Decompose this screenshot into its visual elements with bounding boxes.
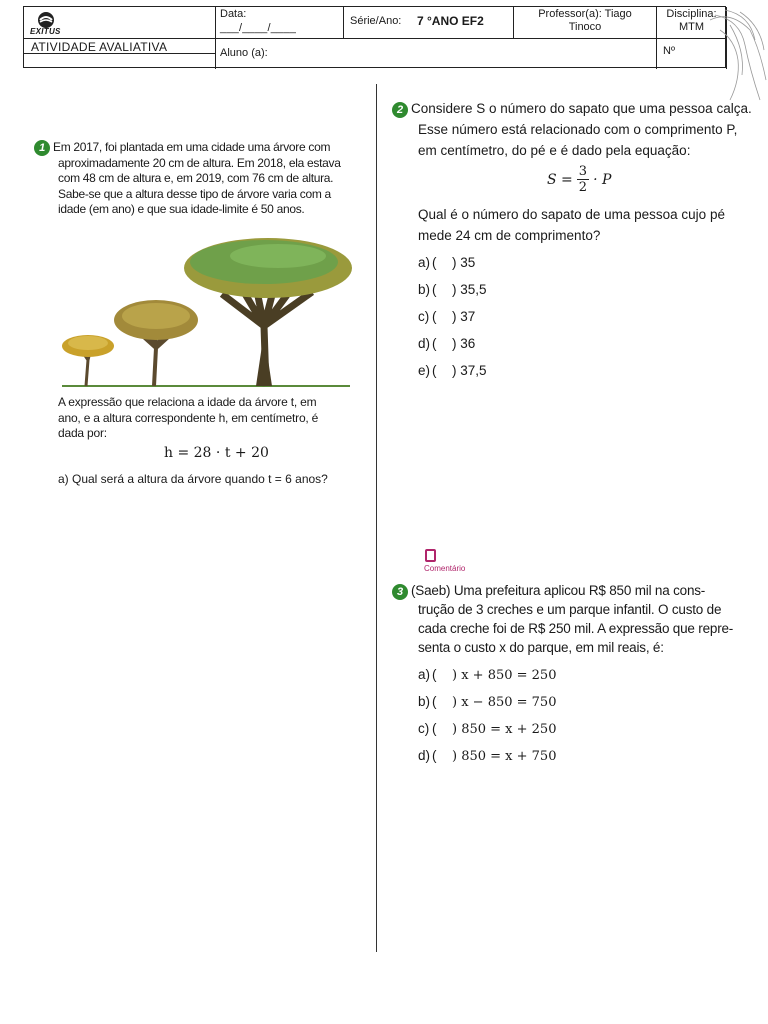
subject-value: MTM — [678, 21, 705, 33]
q2-line-2: Esse número está relacionado com o comprimento P, — [418, 122, 738, 137]
big-tree-icon — [184, 238, 352, 386]
q3-option-letter: b) — [418, 694, 431, 709]
q3-option-text: ) x − 850 = 750 — [452, 695, 557, 710]
q3-number-badge: 3 — [392, 584, 408, 600]
grade-cell — [344, 7, 514, 39]
q2-option-text: ) 36 — [452, 336, 476, 351]
q2-option-text: ) 37,5 — [452, 363, 487, 378]
q2-option-b[interactable] — [418, 281, 487, 299]
q3-option-letter: a) — [418, 667, 431, 682]
teacher-cell — [514, 7, 657, 39]
grade-value: 7 °ANO EF2 — [417, 14, 484, 28]
small-tree-icon — [62, 335, 114, 386]
q2-option-c[interactable] — [418, 308, 475, 326]
q3-option-text: ) 850 = x + 750 — [452, 749, 557, 764]
q3-line-4: senta o custo x do parque, em mil reais, é: — [418, 640, 664, 655]
q3-option-a[interactable] — [418, 664, 556, 686]
date-label: Data: — [220, 8, 247, 20]
decorative-corner-icon — [700, 0, 768, 110]
q2-option-text: ) 37 — [452, 309, 476, 324]
logo-cell — [24, 7, 216, 39]
comment-icon[interactable] — [425, 549, 436, 562]
q3-option-c[interactable] — [418, 718, 556, 740]
activity-title: ATIVIDADE AVALIATIVA — [31, 40, 168, 54]
q2-formula — [547, 164, 611, 195]
q1-line-1: Em 2017, foi plantada em uma cidade uma árvore com — [53, 140, 331, 154]
activity-divider — [24, 53, 215, 54]
logo-text: EXITUS — [30, 27, 61, 36]
q2-option-letter: e) — [418, 363, 431, 378]
q1-number-badge: 1 — [34, 140, 50, 156]
q1-formula: h = 28 · t + 20 — [164, 445, 269, 461]
student-label: Aluno (a): — [220, 47, 268, 59]
q1-expression-text — [58, 395, 364, 442]
q2-option-text: ) 35,5 — [452, 282, 487, 297]
grade-label: Série/Ano: — [350, 15, 402, 27]
q2-line-1: Considere S o número do sapato que uma pessoa calça. — [411, 101, 752, 116]
q3-option-letter: c) — [418, 721, 430, 736]
q2-frac-numerator: 3 — [578, 164, 588, 179]
q2-option-a[interactable] — [418, 254, 475, 272]
q2-question-line-1: Qual é o número do sapato de uma pessoa cujo pé — [418, 207, 725, 222]
q1-item-a: a) Qual será a altura da árvore quando t = 6 anos? — [58, 472, 328, 486]
q1-after-line-3: dada por: — [58, 426, 107, 440]
q2-formula-left: S = — [547, 171, 573, 188]
trees-illustration — [58, 236, 354, 390]
header-row-top — [24, 7, 725, 39]
q2-option-letter: d) — [418, 336, 431, 351]
q3-option-text: ) 850 = x + 250 — [452, 722, 557, 737]
student-cell[interactable] — [216, 39, 657, 69]
q1-line-5: idade (em ano) e que sua idade-limite é 50 anos. — [58, 202, 305, 216]
q2-formula-right: · P — [593, 171, 612, 188]
header-row-bottom — [24, 39, 725, 69]
number-label: Nº — [663, 45, 675, 57]
q3-option-paren: ( — [432, 667, 437, 682]
q3-option-paren: ( — [432, 748, 437, 763]
q2-line-3: em centímetro, do pé e é dado pela equação: — [418, 143, 691, 158]
q3-option-b[interactable] — [418, 691, 556, 713]
q3-option-d[interactable] — [418, 745, 556, 767]
q1-line-2: aproximadamente 20 cm de altura. Em 2018, ela estava — [58, 155, 341, 170]
q2-number-badge: 2 — [392, 102, 408, 118]
teacher-name: Tinoco — [568, 21, 602, 33]
q2-option-letter: b) — [418, 282, 431, 297]
q2-option-d[interactable] — [418, 335, 475, 353]
q2-option-paren: ( — [432, 282, 437, 297]
q2-option-paren: ( — [432, 363, 437, 378]
q2-question-line-2: mede 24 cm de comprimento? — [418, 228, 601, 243]
q1-after-line-2: ano, e a altura correspondente h, em centímetro, é — [58, 410, 319, 425]
column-divider — [376, 84, 377, 952]
q1-line-4: Sabe-se que a altura desse tipo de árvore varia com a — [58, 186, 331, 201]
q2-option-text: ) 35 — [452, 255, 476, 270]
q3-option-letter: d) — [418, 748, 431, 763]
date-blanks: ___/____/____ — [220, 22, 297, 34]
q2-fraction — [577, 164, 589, 195]
teacher-label: Professor(a): Tiago — [538, 8, 632, 20]
q2-frac-denominator: 2 — [578, 180, 588, 195]
q2-option-paren: ( — [432, 309, 437, 324]
q3-line-2: trução de 3 creches e um parque infantil. O custo de — [418, 602, 722, 617]
q2-option-letter: c) — [418, 309, 430, 324]
q3-option-paren: ( — [432, 694, 437, 709]
q1-line-3: com 48 cm de altura e, em 2019, com 76 cm de altura. — [58, 171, 334, 185]
subject-label: Disciplina: — [666, 8, 717, 20]
header-table — [23, 6, 726, 68]
q3-option-paren: ( — [432, 721, 437, 736]
medium-tree-icon — [114, 300, 198, 386]
q2-option-e[interactable] — [418, 362, 487, 380]
q2-option-paren: ( — [432, 336, 437, 351]
q3-option-text: ) x + 850 = 250 — [452, 668, 557, 683]
q3-line-1: (Saeb) Uma prefeitura aplicou R$ 850 mil na cons- — [411, 583, 706, 598]
q3-line-3: cada creche foi de R$ 250 mil. A expressão que repre- — [418, 621, 734, 636]
comment-label[interactable]: Comentário — [424, 564, 466, 573]
q2-option-letter: a) — [418, 255, 431, 270]
q1-after-line-1: A expressão que relaciona a idade da árvore t, em — [58, 395, 317, 409]
date-cell — [216, 7, 344, 39]
q2-option-paren: ( — [432, 255, 437, 270]
activity-cell — [24, 39, 216, 69]
